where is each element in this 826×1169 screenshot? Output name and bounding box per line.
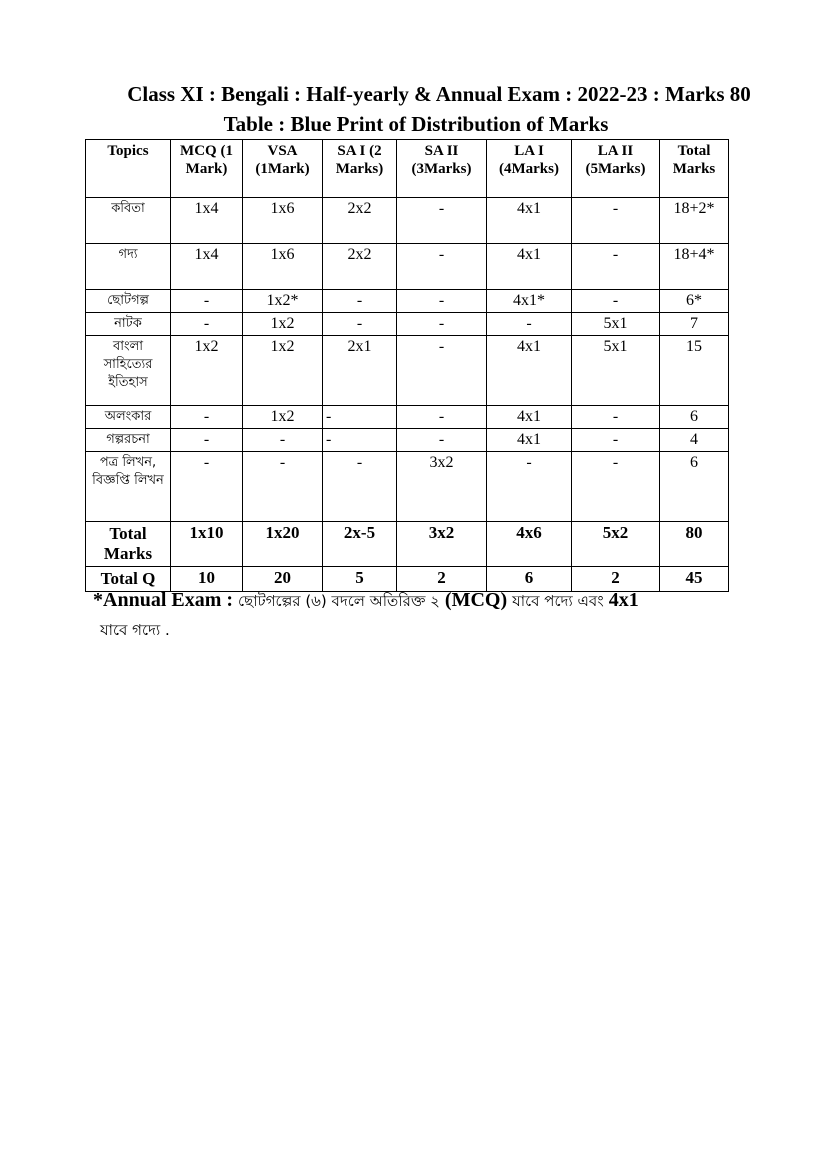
- footnote-text: যাবে পদ্যে এবং: [512, 592, 604, 610]
- table-cell: -: [572, 452, 660, 522]
- table-row: [86, 313, 729, 336]
- table-cell: -: [243, 452, 323, 522]
- total-marks-cell: 18+4*: [660, 244, 729, 290]
- topic-cell: কবিতা: [86, 198, 171, 244]
- table-row: [86, 244, 729, 290]
- table-cell: 2: [397, 567, 487, 592]
- table-cell: -: [323, 429, 397, 452]
- table-cell: 2x-5: [323, 522, 397, 567]
- topic-cell: অলংকার: [86, 406, 171, 429]
- table-cell: 2x1: [323, 336, 397, 406]
- table-cell: 5: [323, 567, 397, 592]
- table-cell: 3x2: [397, 452, 487, 522]
- topic-cell: বাংলা সাহিত্যের ইতিহাস: [86, 336, 171, 406]
- table-cell: 1x20: [243, 522, 323, 567]
- table-row: [86, 452, 729, 522]
- table-cell: 20: [243, 567, 323, 592]
- table-cell: -: [171, 290, 243, 313]
- table-cell: 5x1: [572, 313, 660, 336]
- table-cell: -: [397, 429, 487, 452]
- topic-cell: ছোটগল্প: [86, 290, 171, 313]
- column-header: MCQ (1 Mark): [171, 140, 243, 198]
- table-cell: 1x2: [243, 336, 323, 406]
- table-cell: 1x2: [171, 336, 243, 406]
- table-cell: -: [243, 429, 323, 452]
- table-header-row: [86, 140, 729, 198]
- table-cell: 4x1: [487, 406, 572, 429]
- table-cell: 5x1: [572, 336, 660, 406]
- table-cell: -: [171, 406, 243, 429]
- table-cell: 4x1: [487, 244, 572, 290]
- table-cell: -: [323, 406, 397, 429]
- total-marks-cell: 6: [660, 452, 729, 522]
- table-cell: 1x2: [243, 313, 323, 336]
- table-cell: -: [397, 244, 487, 290]
- footnote-mcq: (MCQ): [444, 589, 508, 611]
- table-cell: -: [397, 406, 487, 429]
- table-cell: 4x1: [487, 198, 572, 244]
- table-title: Table : Blue Print of Distribution of Marks: [223, 112, 609, 136]
- table-cell: -: [397, 336, 487, 406]
- row-label: Total Q: [86, 567, 171, 592]
- table-cell: 3x2: [397, 522, 487, 567]
- total-marks-row: [86, 522, 729, 567]
- topic-cell: নাটক: [86, 313, 171, 336]
- table-cell: 2: [572, 567, 660, 592]
- table-cell: 45: [660, 567, 729, 592]
- table-cell: -: [397, 290, 487, 313]
- table-cell: 1x2: [243, 406, 323, 429]
- row-label: Total Marks: [86, 522, 171, 567]
- topic-cell: গদ্য: [86, 244, 171, 290]
- footnote-prefix: *Annual Exam :: [93, 589, 234, 611]
- footnote: [93, 586, 773, 615]
- footnote-marks: 4x1: [608, 589, 639, 611]
- topic-cell: পত্র লিখন, বিজ্ঞপ্তি লিখন: [86, 452, 171, 522]
- table-cell: 4x1*: [487, 290, 572, 313]
- blueprint-table: [85, 139, 729, 592]
- total-marks-cell: 4: [660, 429, 729, 452]
- table-cell: 2x2: [323, 244, 397, 290]
- column-header: LA II (5Marks): [572, 140, 660, 198]
- table-cell: 10: [171, 567, 243, 592]
- table-cell: 1x10: [171, 522, 243, 567]
- table-cell: -: [323, 290, 397, 313]
- column-header: LA I (4Marks): [487, 140, 572, 198]
- table-cell: 2x2: [323, 198, 397, 244]
- table-row: [86, 198, 729, 244]
- table-cell: -: [572, 429, 660, 452]
- footnote-line2: যাবে গদ্যে .: [100, 621, 170, 639]
- table-cell: -: [572, 198, 660, 244]
- total-marks-cell: 15: [660, 336, 729, 406]
- table-cell: 1x4: [171, 244, 243, 290]
- total-marks-cell: 6: [660, 406, 729, 429]
- table-cell: 1x2*: [243, 290, 323, 313]
- table-row: [86, 290, 729, 313]
- column-header: VSA (1Mark): [243, 140, 323, 198]
- total-marks-cell: 18+2*: [660, 198, 729, 244]
- table-cell: 4x1: [487, 429, 572, 452]
- table-cell: -: [171, 313, 243, 336]
- table-cell: 80: [660, 522, 729, 567]
- table-cell: -: [572, 244, 660, 290]
- table-cell: 4x1: [487, 336, 572, 406]
- table-row: [86, 406, 729, 429]
- page-title: Class XI : Bengali : Half-yearly & Annual Exam : 2022-23 : Marks 80: [127, 82, 751, 106]
- table-cell: 1x4: [171, 198, 243, 244]
- table-cell: -: [487, 452, 572, 522]
- topic-cell: গল্পরচনা: [86, 429, 171, 452]
- table-cell: -: [323, 452, 397, 522]
- table-cell: 5x2: [572, 522, 660, 567]
- table-cell: -: [572, 406, 660, 429]
- footnote-text: ছোটগল্পের (৬) বদলে অতিরিক্ত ২: [238, 592, 440, 610]
- table-cell: -: [572, 290, 660, 313]
- total-marks-cell: 7: [660, 313, 729, 336]
- table-row: [86, 336, 729, 406]
- table-cell: -: [397, 313, 487, 336]
- table-cell: 1x6: [243, 244, 323, 290]
- column-header: Total Marks: [660, 140, 729, 198]
- table-row: [86, 429, 729, 452]
- table-cell: 6: [487, 567, 572, 592]
- column-header: SA I (2 Marks): [323, 140, 397, 198]
- table-cell: -: [171, 452, 243, 522]
- table-cell: -: [323, 313, 397, 336]
- column-header: Topics: [86, 140, 171, 198]
- table-cell: 1x6: [243, 198, 323, 244]
- column-header: SA II (3Marks): [397, 140, 487, 198]
- total-marks-cell: 6*: [660, 290, 729, 313]
- table-cell: 4x6: [487, 522, 572, 567]
- table-cell: -: [487, 313, 572, 336]
- table-cell: -: [397, 198, 487, 244]
- table-cell: -: [171, 429, 243, 452]
